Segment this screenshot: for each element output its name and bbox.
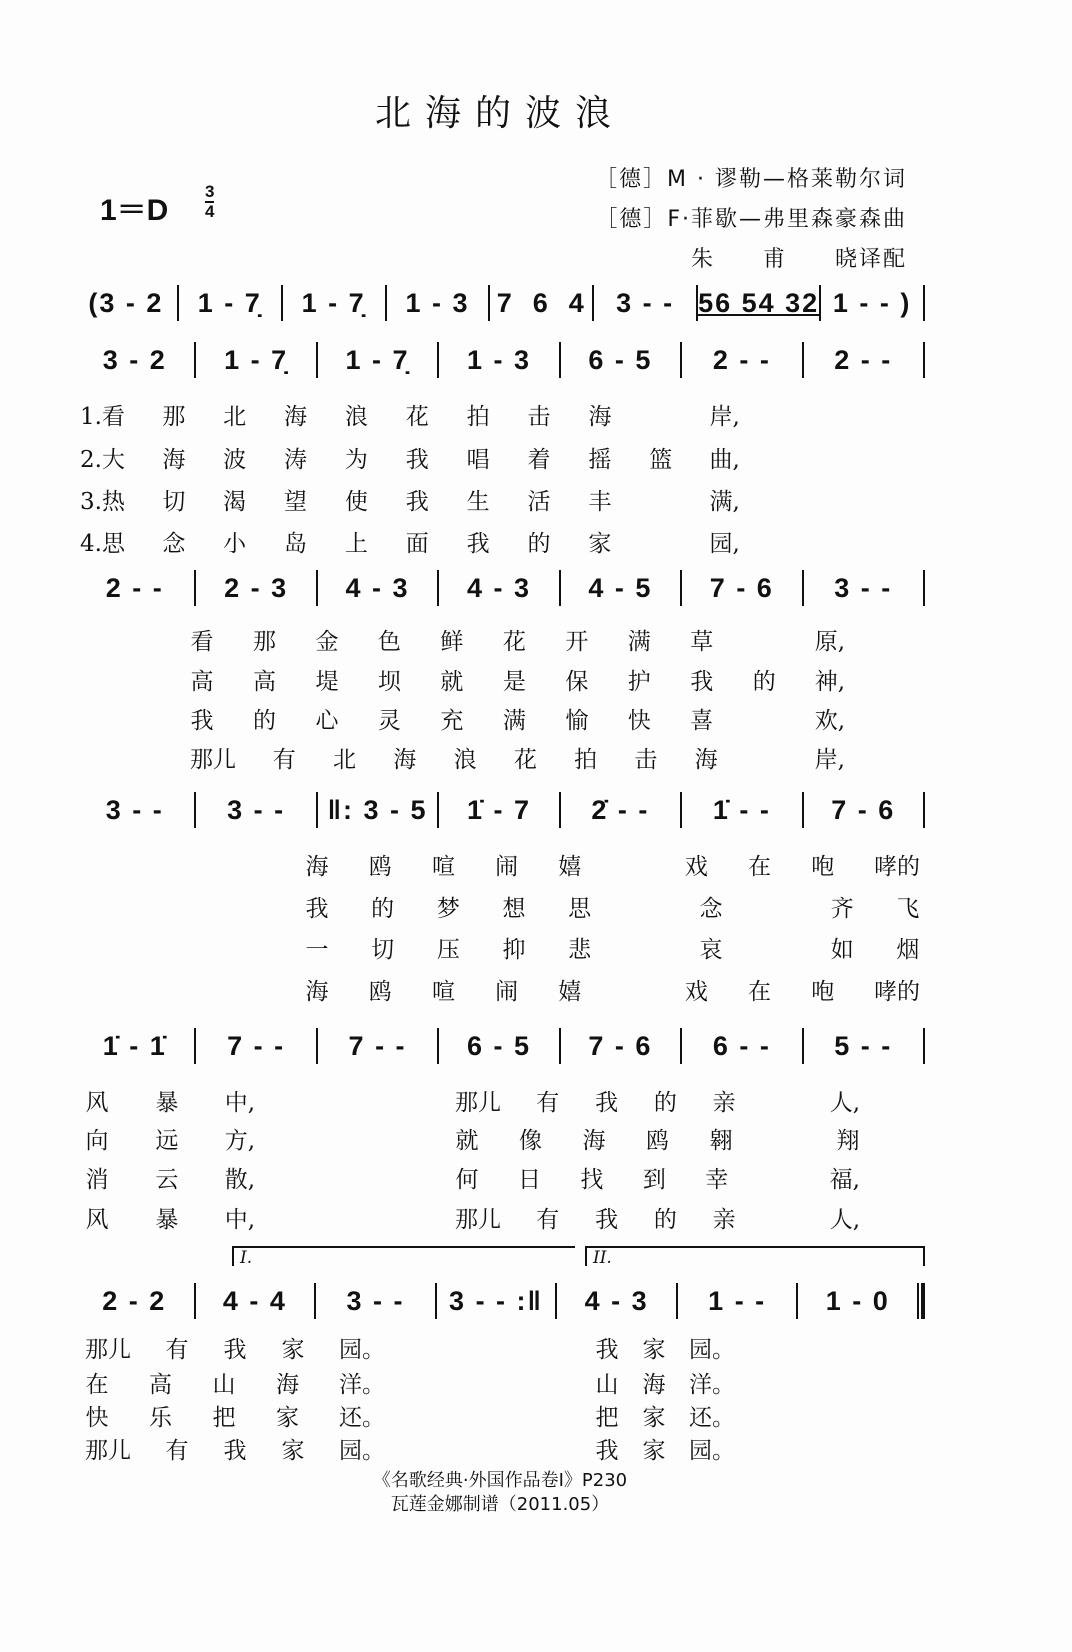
lyric-syllable: 高: [252, 669, 276, 695]
lyric-syllable: 浪: [453, 747, 477, 773]
lyric-syllable: 那: [162, 404, 186, 430]
measure: 1 - 7̣: [301, 287, 366, 318]
lyric-syllable: 如: [830, 937, 854, 963]
lyric-syllable: 悲: [568, 937, 592, 963]
lyric-group-left: [85, 1084, 255, 1114]
end-barline: [923, 285, 925, 321]
end-barline: [923, 342, 925, 378]
lyric-syllable: 篮: [649, 447, 673, 473]
lyric-syllable: 找: [580, 1167, 604, 1193]
lyric-syllable: 就: [440, 669, 464, 695]
lyric-syllable: 乐: [149, 1405, 172, 1431]
lyric-syllable: [773, 1122, 797, 1152]
lyric-syllable: 我: [405, 447, 429, 473]
lyric-syllable: 我: [190, 708, 214, 734]
lyric-syllable: 摇: [588, 447, 612, 473]
lyric-syllable: 小: [223, 531, 247, 557]
measure: 1 - 3: [466, 344, 531, 375]
lyric-syllable: 满: [502, 708, 526, 734]
measure: 3 - -: [105, 794, 164, 825]
lyric-syllable: 海: [588, 404, 612, 430]
measure: 4 - 3: [584, 1285, 649, 1316]
lyric-syllable: 海: [694, 747, 718, 773]
measure: 56 54 32: [698, 287, 820, 318]
lyric-syllable: 我: [690, 669, 714, 695]
lyric-syllable: 我: [223, 1438, 247, 1464]
lyric-group-right: [595, 1331, 735, 1361]
lyric-syllable: 望: [284, 489, 308, 515]
lyric-syllable: 喜: [690, 708, 714, 734]
lyric-line: [80, 483, 740, 513]
lyric-syllable: 满: [627, 629, 651, 655]
measure: (3 - 2: [88, 287, 164, 318]
lyric-syllable: 何: [455, 1167, 479, 1193]
lyric-syllable: 涛: [284, 447, 308, 473]
lyric-syllable: 快: [627, 708, 651, 734]
lyric-syllable: 风: [85, 1090, 109, 1116]
lyric-syllable: 闹: [495, 854, 519, 880]
lyric-syllable: 哮的: [873, 854, 920, 880]
lyric-line: [305, 931, 920, 961]
lyric-syllable: 原,: [814, 629, 845, 655]
lyric-line: [190, 702, 845, 732]
measure: 1 - 7̣: [224, 344, 289, 375]
lyric-line: [305, 848, 920, 878]
lyric-syllable: 中,: [224, 1090, 255, 1116]
measure: 1̇ - -: [712, 794, 771, 825]
lyric-syllable: 保: [565, 669, 589, 695]
lyric-syllable: 渴: [223, 489, 247, 515]
lyric-syllable: 的: [371, 896, 395, 922]
lyric-syllable: 的: [527, 531, 551, 557]
lyric-syllable: 想: [502, 896, 526, 922]
lyric-syllable: 山: [595, 1372, 619, 1398]
lyric-syllable: 念: [699, 896, 723, 922]
lyric-syllable: 还。: [689, 1405, 735, 1431]
measure: 2 - -: [105, 572, 164, 603]
lyric-syllable: 幸: [705, 1167, 729, 1193]
key-signature: 1＝D: [100, 194, 169, 227]
lyric-syllable: 消: [85, 1167, 109, 1193]
lyric-syllable: 向: [85, 1128, 109, 1154]
lyric-syllable: 鸥: [646, 1128, 669, 1154]
lyric-syllable: 喧: [431, 854, 455, 880]
lyric-syllable: 一: [305, 937, 329, 963]
volta-second-ending: II.: [585, 1246, 925, 1266]
lyric-syllable: 有: [272, 747, 296, 773]
lyric-group-left: [85, 1366, 385, 1396]
notation-line: [75, 568, 925, 608]
lyric-syllable: 那儿: [455, 1207, 501, 1233]
lyric-syllable: 海: [582, 1128, 606, 1154]
measure: 7 6 4: [496, 287, 586, 318]
lyric-syllable: 齐: [830, 896, 854, 922]
lyric-syllable: 那儿: [85, 1438, 131, 1464]
lyric-syllable: 波: [223, 447, 247, 473]
lyric-syllable: 洋。: [339, 1372, 385, 1398]
measure: 1 - -: [708, 1285, 767, 1316]
measure: 4 - 3: [466, 572, 531, 603]
lyric-syllable: 神,: [814, 669, 845, 695]
lyric-syllable: 亲: [712, 1090, 736, 1116]
lyric-syllable: 园。: [689, 1438, 735, 1464]
lyric-syllable: 鸥: [368, 979, 392, 1005]
time-signature: [205, 183, 214, 221]
lyric-line: [305, 890, 920, 920]
lyric-syllable: 有: [165, 1438, 189, 1464]
lyric-syllable: 充: [440, 708, 464, 734]
lyric-syllable: 灵: [377, 708, 401, 734]
lyric-syllable: 海: [305, 979, 329, 1005]
lyric-group-left: [85, 1432, 385, 1462]
lyric-syllable: [767, 1161, 791, 1191]
lyric-syllable: 家: [281, 1438, 305, 1464]
measure: 1̇ - 1̇: [102, 1030, 167, 1061]
lyric-syllable: 日: [517, 1167, 541, 1193]
measure: 2 - 3: [224, 572, 289, 603]
measure: 7 - 6: [709, 572, 774, 603]
lyric-syllable: 心: [315, 708, 339, 734]
measure: 3 - -: [834, 572, 893, 603]
lyric-syllable: 坝: [377, 669, 401, 695]
lyric-syllable: 3.热: [80, 489, 125, 515]
lyric-syllable: 堤: [315, 669, 339, 695]
lyric-syllable: 在: [85, 1372, 109, 1398]
translator-credit: 朱 甫 晓译配: [690, 247, 907, 272]
lyric-syllable: 鸥: [368, 854, 392, 880]
lyric-syllable: 飞: [896, 896, 920, 922]
measure: 1 - 7̣: [345, 344, 410, 375]
lyric-syllable: 护: [627, 669, 651, 695]
lyric-syllable: 翔: [836, 1128, 860, 1154]
lyric-syllable: 上: [344, 531, 368, 557]
lyric-syllable: 我: [595, 1090, 619, 1116]
measure: 3 - - :‖: [449, 1285, 543, 1316]
lyric-line: [80, 398, 740, 428]
lyric-syllable: 曲,: [709, 447, 740, 473]
lyric-syllable: [621, 973, 645, 1003]
measure: 2 - -: [712, 344, 771, 375]
lyric-syllable: 草: [690, 629, 714, 655]
lyric-syllable: 击: [634, 747, 658, 773]
notation-line: [75, 790, 925, 830]
lyric-syllable: [621, 848, 645, 878]
measure: 7 - -: [348, 1030, 407, 1061]
notation-line: [75, 1281, 925, 1321]
lyric-syllable: 戏: [684, 854, 708, 880]
measure: 6 - -: [712, 1030, 771, 1061]
song-title: 北海的波浪: [374, 93, 625, 134]
lyric-syllable: 浪: [344, 404, 368, 430]
measure: 3 - -: [346, 1285, 405, 1316]
lyric-line: [190, 663, 845, 693]
lyric-syllable: 1.看: [80, 404, 125, 430]
lyric-syllable: 福,: [829, 1167, 860, 1193]
lyric-syllable: 就: [455, 1128, 479, 1154]
measure: 7 - -: [227, 1030, 286, 1061]
lyric-syllable: 岸,: [709, 404, 740, 430]
lyric-syllable: [765, 890, 789, 920]
lyric-syllable: 花: [502, 629, 526, 655]
lyric-syllable: [771, 1084, 795, 1114]
lyric-syllable: 园,: [709, 531, 740, 557]
lyric-syllable: 我: [595, 1337, 619, 1363]
lyric-syllable: 戏: [684, 979, 708, 1005]
lyric-syllable: 开: [565, 629, 589, 655]
lyric-syllable: 有: [536, 1207, 560, 1233]
lyric-syllable: 家: [281, 1337, 305, 1363]
measure: 6 - 5: [466, 1030, 531, 1061]
measure: 4 - 5: [588, 572, 653, 603]
lyric-syllable: 岛: [284, 531, 308, 557]
lyric-syllable: 4.思: [80, 531, 125, 557]
lyric-syllable: 有: [165, 1337, 189, 1363]
lyric-group-left: [85, 1122, 255, 1152]
lyric-syllable: 家: [642, 1337, 666, 1363]
lyric-group-left: [85, 1399, 385, 1429]
lyric-syllable: 击: [527, 404, 551, 430]
lyric-syllable: 拍: [466, 404, 490, 430]
lyric-syllable: 有: [536, 1090, 560, 1116]
lyric-syllable: 山: [212, 1372, 236, 1398]
lyric-syllable: 念: [162, 531, 186, 557]
lyric-syllable: 丰: [588, 489, 612, 515]
lyric-syllable: [649, 398, 673, 428]
lyric-syllable: 嬉: [558, 979, 582, 1005]
time-bottom: 4: [205, 202, 215, 221]
lyric-group-right: [455, 1201, 860, 1231]
measure: 1 - - ): [832, 287, 912, 318]
lyric-syllable: 活: [527, 489, 551, 515]
lyric-syllable: 鲜: [440, 629, 464, 655]
measure: 2 - -: [834, 344, 893, 375]
lyric-syllable: [752, 623, 776, 653]
measure: 1 - 3: [405, 287, 470, 318]
lyric-syllable: 那儿: [190, 747, 236, 773]
lyric-syllable: 在: [748, 979, 772, 1005]
lyric-syllable: 拍: [574, 747, 598, 773]
lyric-syllable: 使: [344, 489, 368, 515]
lyric-syllable: [765, 931, 789, 961]
lyric-syllable: 把: [212, 1405, 236, 1431]
measure: 4 - 4: [222, 1285, 287, 1316]
measure: 4 - 3: [345, 572, 410, 603]
lyric-syllable: 花: [405, 404, 429, 430]
lyric-group-right: [595, 1432, 735, 1462]
lyric-syllable: 的: [252, 708, 276, 734]
lyric-syllable: 切: [371, 937, 395, 963]
notation-line: [75, 283, 925, 323]
measure: ‖: 3 - 5: [327, 794, 428, 825]
lyric-line: [80, 525, 740, 555]
lyric-syllable: [649, 483, 673, 513]
lyric-syllable: 那儿: [455, 1090, 501, 1116]
lyric-syllable: 梦: [436, 896, 460, 922]
lyric-syllable: 人,: [829, 1207, 860, 1233]
lyric-syllable: 是: [502, 669, 526, 695]
lyric-syllable: 闹: [495, 979, 519, 1005]
lyric-syllable: 云: [155, 1167, 179, 1193]
lyric-syllable: 生: [466, 489, 490, 515]
measure: 5 - -: [834, 1030, 893, 1061]
lyric-group-left: [85, 1161, 255, 1191]
lyric-syllable: [633, 890, 657, 920]
lyric-syllable: 到: [642, 1167, 666, 1193]
lyric-syllable: 哮的: [873, 979, 920, 1005]
lyric-syllable: 唱: [466, 447, 490, 473]
lyric-syllable: 为: [344, 447, 368, 473]
lyric-syllable: 哀: [699, 937, 723, 963]
composer-credit: ［德］F·菲歇—弗里森豪森曲: [595, 207, 907, 232]
lyric-syllable: 喧: [431, 979, 455, 1005]
lyric-syllable: 翱: [709, 1128, 733, 1154]
lyric-group-right: [455, 1084, 860, 1114]
lyric-syllable: 北: [333, 747, 357, 773]
lyric-syllable: 园。: [339, 1337, 385, 1363]
lyric-syllable: 海: [276, 1372, 299, 1398]
lyric-syllable: 那: [252, 629, 276, 655]
lyric-syllable: 方,: [224, 1128, 255, 1154]
lyric-group-left: [85, 1331, 385, 1361]
lyric-syllable: 我: [405, 489, 429, 515]
lyric-syllable: 我: [595, 1438, 619, 1464]
lyricist-credit: ［德］M · 谬勒—格莱勒尔词: [595, 167, 907, 192]
lyric-syllable: 中,: [224, 1207, 255, 1233]
lyric-syllable: 在: [748, 854, 772, 880]
lyric-syllable: 家: [276, 1405, 299, 1431]
end-barline: [917, 1283, 925, 1319]
lyric-group-right: [455, 1161, 860, 1191]
lyric-syllable: 烟: [896, 937, 920, 963]
lyric-syllable: 高: [190, 669, 214, 695]
lyric-syllable: 海: [284, 404, 308, 430]
lyric-syllable: 海: [162, 447, 186, 473]
lyric-syllable: 海: [393, 747, 417, 773]
lyric-group-right: [455, 1122, 860, 1152]
measure: 7 - 6: [588, 1030, 653, 1061]
lyric-group-left: [85, 1201, 255, 1231]
transcriber-note: 瓦莲金娜制谱（2011.05）: [390, 1494, 610, 1515]
lyric-syllable: 我: [223, 1337, 247, 1363]
end-barline: [923, 1028, 925, 1064]
lyric-syllable: 满,: [709, 489, 740, 515]
lyric-group-right: [595, 1366, 735, 1396]
lyric-syllable: 我: [466, 531, 490, 557]
lyric-syllable: 高: [149, 1372, 172, 1398]
measure: 2 - 2: [102, 1285, 167, 1316]
lyric-syllable: 海: [305, 854, 329, 880]
lyric-syllable: 着: [527, 447, 551, 473]
lyric-syllable: 散,: [224, 1167, 255, 1193]
lyric-syllable: 金: [315, 629, 339, 655]
lyric-syllable: 的: [653, 1090, 677, 1116]
lyric-syllable: 我: [595, 1207, 619, 1233]
lyric-syllable: 远: [155, 1128, 179, 1154]
lyric-syllable: 暴: [155, 1207, 179, 1233]
lyric-syllable: 抑: [502, 937, 526, 963]
lyric-syllable: 暴: [155, 1090, 179, 1116]
lyric-syllable: 把: [595, 1405, 619, 1431]
lyric-syllable: 北: [223, 404, 247, 430]
notation-line: [75, 1026, 925, 1066]
lyric-syllable: 园。: [339, 1438, 385, 1464]
lyric-line: [190, 623, 845, 653]
lyric-syllable: 亲: [712, 1207, 736, 1233]
lyric-syllable: 家: [642, 1405, 666, 1431]
lyric-syllable: 还。: [339, 1405, 385, 1431]
measure: 1 - 0: [825, 1285, 890, 1316]
lyric-syllable: [754, 741, 778, 771]
measure: 3 - 2: [102, 344, 167, 375]
lyric-syllable: 我: [305, 896, 329, 922]
lyric-syllable: [649, 525, 673, 555]
lyric-syllable: 花: [513, 747, 537, 773]
lyric-syllable: 家: [642, 1438, 666, 1464]
lyric-line: [190, 741, 845, 771]
measure: 1 - 7̣: [197, 287, 262, 318]
lyric-syllable: 的: [752, 669, 776, 695]
lyric-syllable: 人,: [829, 1090, 860, 1116]
lyric-syllable: 洋。: [689, 1372, 735, 1398]
lyric-syllable: 咆: [811, 979, 835, 1005]
lyric-syllable: 咆: [811, 854, 835, 880]
end-barline: [923, 792, 925, 828]
lyric-syllable: 风: [85, 1207, 109, 1233]
time-top: 3: [205, 182, 215, 201]
lyric-syllable: 思: [568, 896, 592, 922]
lyric-syllable: 海: [642, 1372, 666, 1398]
lyric-syllable: 像: [519, 1128, 542, 1154]
notation-line: [75, 340, 925, 380]
measure: 3 - -: [227, 794, 286, 825]
measure: 2̇ - -: [591, 794, 650, 825]
lyric-syllable: 快: [85, 1405, 109, 1431]
end-barline: [923, 570, 925, 606]
measure: 1̇ - 7: [466, 794, 531, 825]
measure: 3 - -: [616, 287, 675, 318]
lyric-syllable: 面: [405, 531, 429, 557]
lyric-syllable: [633, 931, 657, 961]
lyric-syllable: 愉: [565, 708, 589, 734]
lyric-syllable: 的: [653, 1207, 677, 1233]
lyric-syllable: 欢,: [814, 708, 845, 734]
lyric-syllable: 嬉: [558, 854, 582, 880]
lyric-syllable: [771, 1201, 795, 1231]
lyric-syllable: 切: [162, 489, 186, 515]
lyric-group-right: [595, 1399, 735, 1429]
source-note: 《名歌经典·外国作品卷Ⅰ》P230: [372, 1470, 628, 1491]
lyric-syllable: 色: [377, 629, 401, 655]
volta-first-ending: I.: [232, 1246, 575, 1266]
measure: 7 - 6: [831, 794, 896, 825]
lyric-syllable: 岸,: [814, 747, 845, 773]
lyric-syllable: 2.大: [80, 447, 125, 473]
lyric-line: [305, 973, 920, 1003]
lyric-line: [80, 441, 740, 471]
lyric-syllable: 压: [436, 937, 460, 963]
measure: 6 - 5: [588, 344, 653, 375]
lyric-syllable: 看: [190, 629, 214, 655]
lyric-syllable: [752, 702, 776, 732]
lyric-syllable: 家: [588, 531, 612, 557]
lyric-syllable: 园。: [689, 1337, 735, 1363]
lyric-syllable: 那儿: [85, 1337, 131, 1363]
